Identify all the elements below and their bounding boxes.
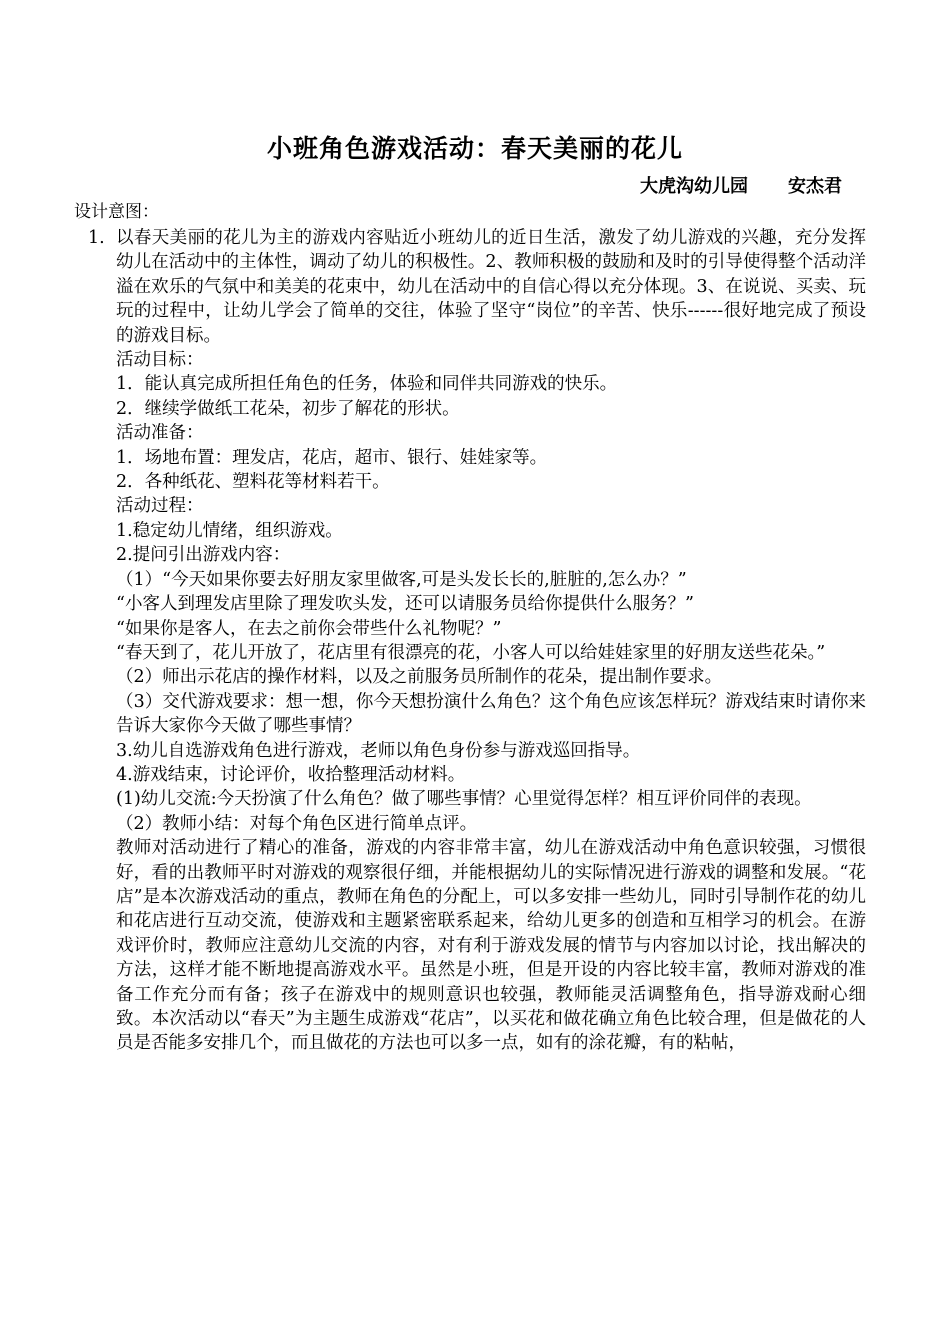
body-paragraph: （2）师出示花店的操作材料，以及之前服务员所制作的花朵，提出制作要求。 — [116, 667, 723, 688]
body-paragraph: “小客人到理发店里除了理发吹头发，还可以请服务员给你提供什么服务？” — [116, 594, 694, 615]
body-paragraph: 2．各种纸花、塑料花等材料若干。 — [116, 472, 390, 493]
design-intent-label: 设计意图： — [74, 202, 159, 222]
list-number: 1. — [88, 228, 105, 248]
body-paragraph: （1）“今天如果你要去好朋友家里做客,可是头发长长的,脏脏的,怎么办？” — [116, 569, 687, 590]
body-paragraph: 活动目标： — [116, 350, 204, 371]
body-paragraph: 教师对活动进行了精心的准备，游戏的内容非常丰富，幼儿在游戏活动中角色意识较强，习惯很好，看的出教师平时对游戏的观察很仔细，并能根据幼儿的实际情况进行游戏的调整和发展。“花店”是本次游戏活动的重点，教师在角色的分配上，可以多安排一些幼儿，同时引导制作花的幼儿和花店进行互动交流，使游戏和主题紧密联系起来，给幼儿更多的创造和互相学习的机会。在游戏评价时，教师应注意幼儿交流的内容，对有利于游戏发展的情节与内容加以讨论，找出解决的方法，这样才能不断地提高游戏水平。虽然是小班，但是开设的内容比较丰富，教师对游戏的准备工作充分而有备；孩子在游戏中的规则意识也较强，教师能灵活调整角色，指导游戏耐心细致。本次活动以“春天”为主题生成游戏“花店”，以买花和做花确立角色比较合理，但是做花的人员是否能多安排几个，而且做花的方法也可以多一点，如有的涂花瓣，有的粘帖， — [116, 838, 866, 1054]
school-name: 大虎沟幼儿园 — [640, 176, 748, 197]
document-title: 小班角色游戏活动：春天美丽的花儿 — [266, 134, 683, 163]
body-paragraph: “春天到了，花儿开放了，花店里有很漂亮的花，小客人可以给娃娃家里的好朋友送些花朵。” — [116, 642, 826, 663]
body-paragraph: 1．场地布置：理发店，花店，超市、银行、娃娃家等。 — [116, 447, 548, 468]
body-paragraph: 2.提问引出游戏内容： — [116, 545, 291, 566]
body-paragraph: 以春天美丽的花儿为主的游戏内容贴近小班幼儿的近日生活，激发了幼儿游戏的兴趣，充分发挥幼儿在活动中的主体性，调动了幼儿的积极性。2、教师积极的鼓励和及时的引导使得整个活动洋溢在欢乐的气氛中和美美的花束中，幼儿在活动中的自信心得以充分体现。3、在说说、买卖、玩玩的过程中，让幼儿学会了简单的交往，体验了坚守“岗位”的辛苦、快乐------很好地完成了预设的游戏目标。 — [116, 228, 866, 346]
body-paragraph: (1)幼儿交流:今天扮演了什么角色？做了哪些事情？心里觉得怎样？相互评价同伴的表现。 — [116, 789, 812, 810]
body-paragraph: 1．能认真完成所担任角色的任务，体验和同伴共同游戏的快乐。 — [116, 374, 618, 395]
body-paragraph: 活动准备： — [116, 423, 204, 444]
body-paragraph: （3）交代游戏要求：想一想，你今天想扮演什么角色？这个角色应该怎样玩？游戏结束时请你来告诉大家你今天做了哪些事情？ — [116, 691, 866, 737]
body-paragraph: 1.稳定幼儿情绪，组织游戏。 — [116, 520, 343, 541]
document-body — [116, 226, 866, 1056]
body-paragraph: “如果你是客人，在去之前你会带些什么礼物呢？” — [116, 618, 502, 639]
body-paragraph: 4.游戏结束，讨论评价，收拾整理活动材料。 — [116, 764, 466, 785]
author-byline — [640, 176, 842, 198]
body-paragraph: 2．继续学做纸工花朵，初步了解花的形状。 — [116, 398, 460, 419]
body-paragraph: （2）教师小结：对每个角色区进行简单点评。 — [116, 813, 478, 834]
body-paragraph: 活动过程： — [116, 496, 204, 517]
author-name: 安杰君 — [788, 176, 842, 197]
body-paragraph: 3.幼儿自选游戏角色进行游戏，老师以角色身份参与游戏巡回指导。 — [116, 740, 641, 761]
